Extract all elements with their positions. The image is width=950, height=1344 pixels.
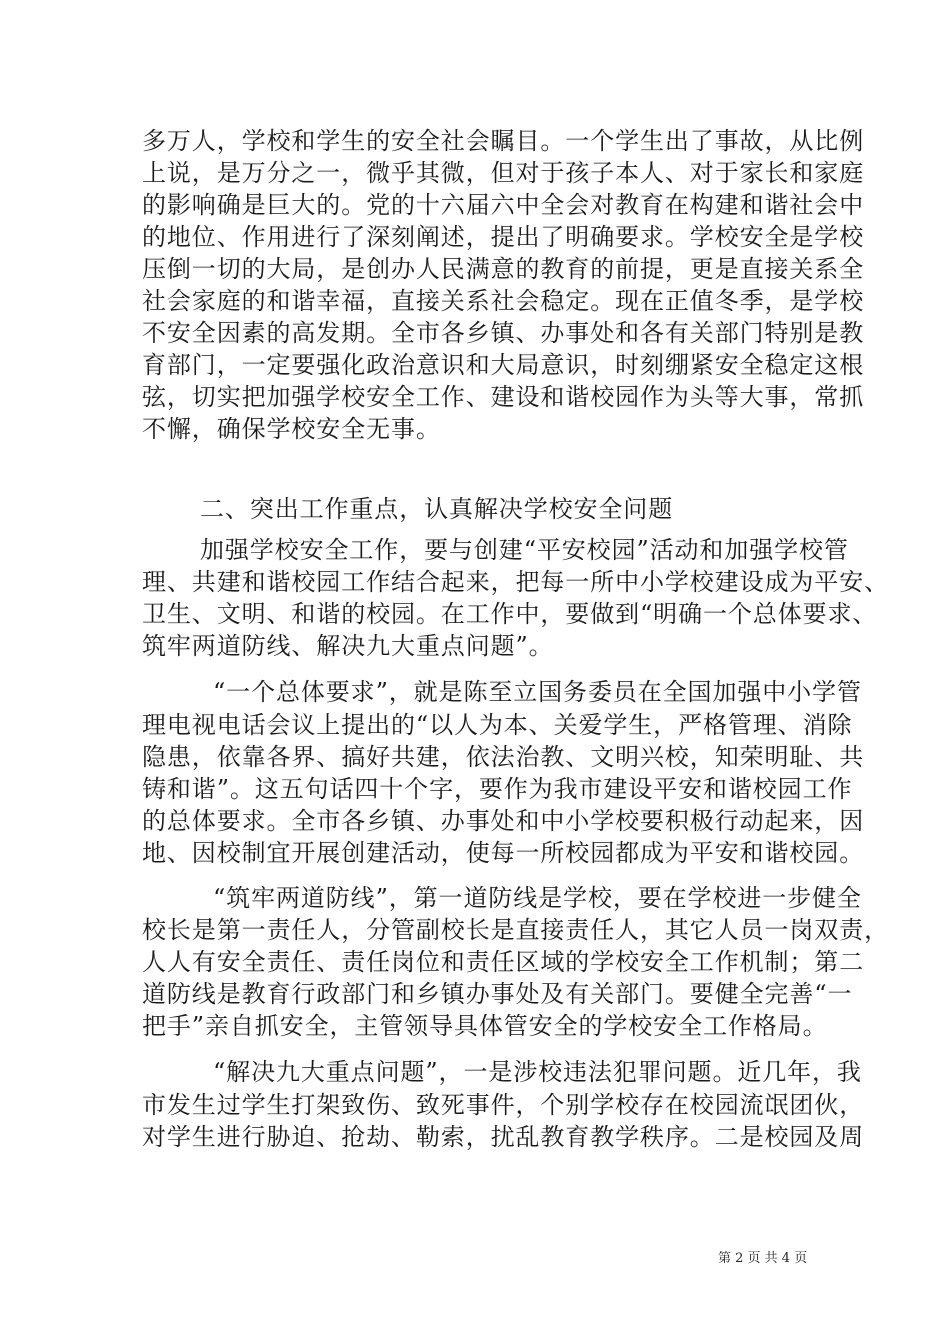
paragraph-line: 铸和谐”。这五句话四十个字，要作为我市建设平安和谐校园工作 <box>142 775 853 803</box>
section-heading: 二、突出工作重点，认真解决学校安全问题 <box>200 495 674 523</box>
paragraph-line: “解决九大重点问题”，一是涉校违法犯罪问题。近几年，我 <box>213 1058 862 1086</box>
paragraph-line: 的总体要求。全市各乡镇、办事处和中小学校要积极行动起来，因 <box>142 807 865 835</box>
paragraph-line: 人人有安全责任、责任岗位和责任区域的学校安全工作机制；第二 <box>142 948 865 976</box>
paragraph-line: 把手”亲自抓安全，主管领导具体管安全的学校安全工作格局。 <box>142 1012 828 1040</box>
paragraph-line: “一个总体要求”，就是陈至立国务委员在全国加强中小学管 <box>213 678 862 706</box>
paragraph-line: 对学生进行胁迫、抢劫、勒索，扰乱教育教学秩序。二是校园及周 <box>142 1123 865 1151</box>
paragraph-line: 筑牢两道防线、解决九大重点问题”。 <box>142 632 554 660</box>
paragraph-line: 上说，是万分之一，微乎其微，但对于孩子本人、对于家长和家庭 <box>142 159 865 187</box>
paragraph-line: 道防线是教育行政部门和乡镇办事处及有关部门。要健全完善“一 <box>142 980 853 1008</box>
paragraph-line: 压倒一切的大局，是创办人民满意的教育的前提，更是直接关系全 <box>142 255 865 283</box>
paragraph-line: 弦，切实把加强学校安全工作、建设和谐校园作为头等大事，常抓 <box>142 383 865 411</box>
paragraph-line: 加强学校安全工作，要与创建“平安校园”活动和加强学校管 <box>200 536 849 564</box>
paragraph-line: 校长是第一责任人，分管副校长是直接责任人，其它人员一岗双责， <box>142 916 889 944</box>
paragraph-line: 多万人，学校和学生的安全社会瞩目。一个学生出了事故，从比例 <box>142 127 865 155</box>
page-number: 第 2 页 共 4 页 <box>718 1251 808 1266</box>
paragraph-line: 卫生、文明、和谐的校园。在工作中，要做到“明确一个总体要求、 <box>142 600 878 628</box>
paragraph-line: 育部门，一定要强化政治意识和大局意识，时刻绷紧安全稳定这根 <box>142 351 865 379</box>
paragraph-line: 隐患，依靠各界、搞好共建，依法治教、文明兴校，知荣明耻、共 <box>142 743 865 771</box>
paragraph-line: 社会家庭的和谐幸福，直接关系社会稳定。现在正值冬季，是学校 <box>142 287 865 315</box>
paragraph-line: 不懈，确保学校安全无事。 <box>142 415 441 443</box>
paragraph-line: 的地位、作用进行了深刻阐述，提出了明确要求。学校安全是学校 <box>142 223 865 251</box>
paragraph-line: 理、共建和谐校园工作结合起来，把每一所中小学校建设成为平安、 <box>142 568 889 596</box>
paragraph-line: 不安全因素的高发期。全市各乡镇、办事处和各有关部门特别是教 <box>142 319 865 347</box>
paragraph-line: 理电视电话会议上提出的“以人为本、关爱学生，严格管理、消除 <box>142 711 853 739</box>
paragraph-line: 的影响确是巨大的。党的十六届六中全会对教育在构建和谐社会中 <box>142 191 865 219</box>
paragraph-line: 地、因校制宜开展创建活动，使每一所校园都成为平安和谐校园。 <box>142 839 865 867</box>
paragraph-line: 市发生过学生打架致伤、致死事件，个别学校存在校园流氓团伙， <box>142 1091 865 1119</box>
paragraph-line: “筑牢两道防线”，第一道防线是学校，要在学校进一步健全 <box>213 884 862 912</box>
